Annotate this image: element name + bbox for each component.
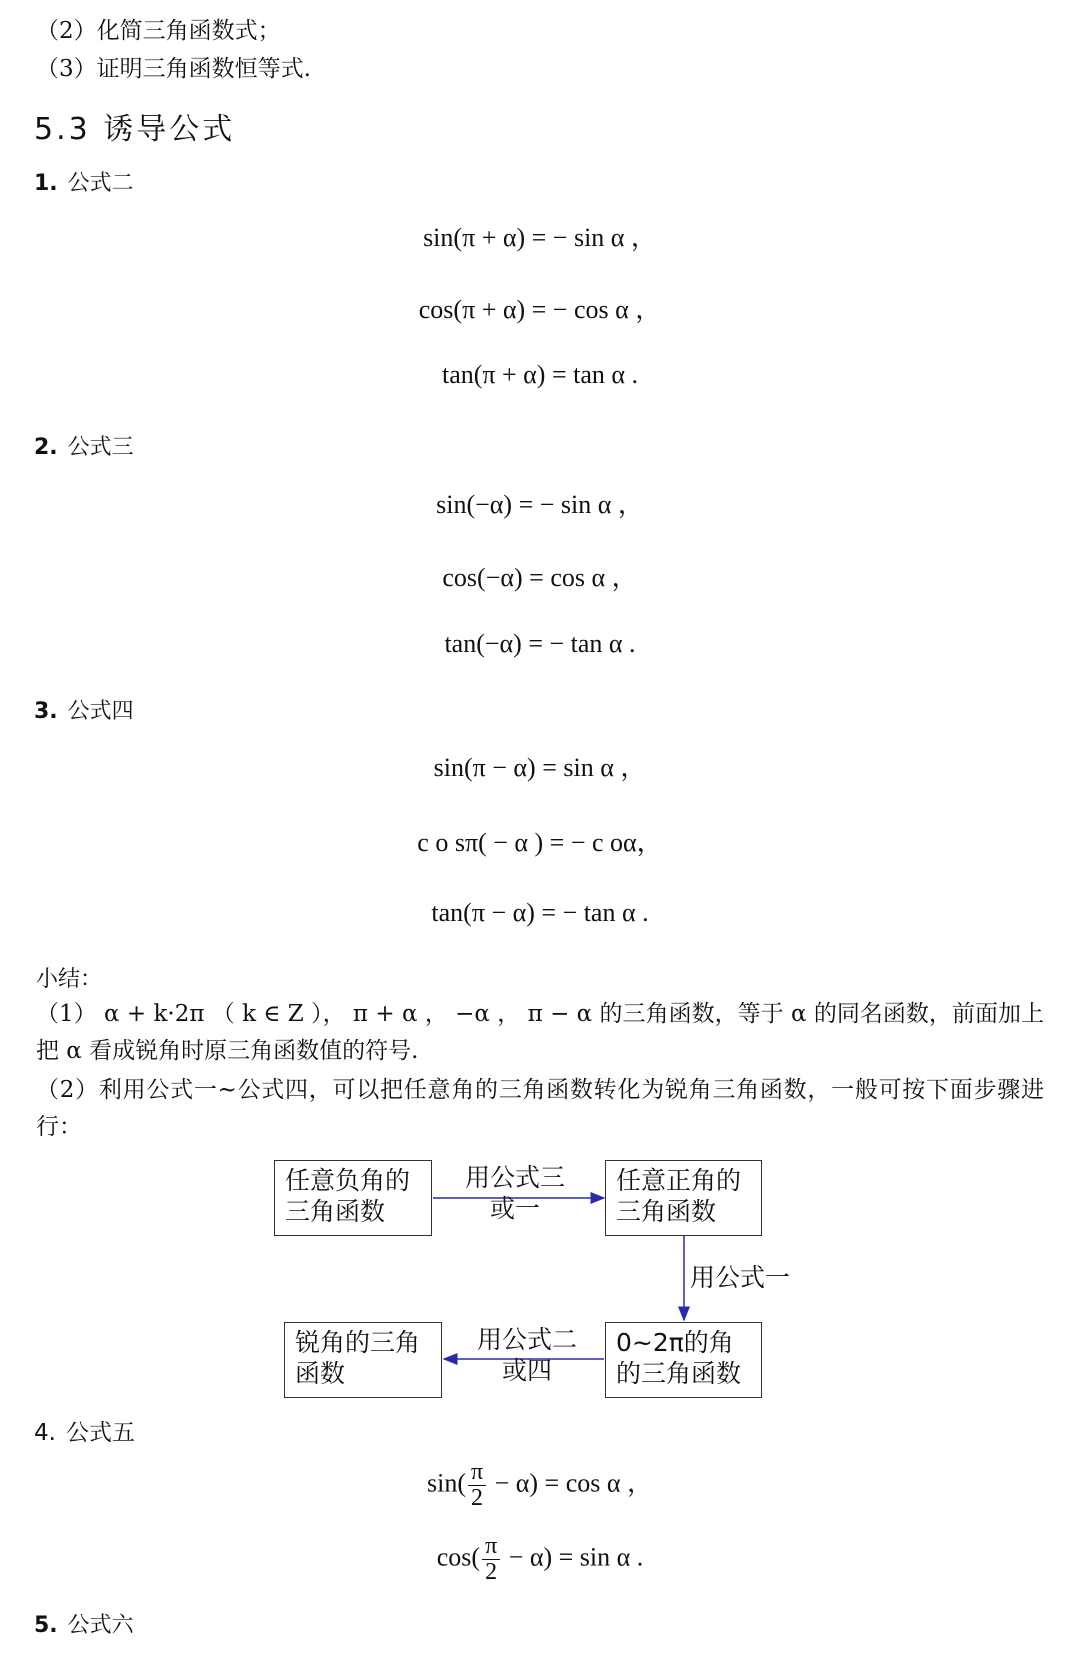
formula-function: sin( [426,1468,466,1498]
subheading-number: 4. [34,1420,56,1446]
subheading-title: 公式六 [67,1613,134,1638]
flow-label-top: 用公式三或一 [464,1163,565,1223]
formula-line: cos(π + α) = − cos α ， [418,295,662,324]
flow-label-bottom: 用公式二或四 [476,1325,577,1385]
fraction [482,1534,500,1585]
flow-label-right: 用公式一 [690,1263,791,1292]
fraction-denominator: 2 [485,1559,498,1586]
summary-paragraph-2: （2）利用公式一~公式四，可以把任意角的三角函数转化为锐角三角函数，一般可按下面步骤进行： [36,1077,1044,1140]
fraction-numerator: π [482,1534,500,1560]
formula-line: cos(−α) = cos α ， [442,563,638,592]
formula-line: sin(π − α) = sin α ， [433,753,647,782]
fraction [468,1460,486,1511]
formula-line-5b [0,1534,1080,1585]
subheading-number: 1. [34,171,58,196]
summary-title: 小结： [36,967,103,992]
formula-line: c o sπ( − α ) = − c oα， [417,828,663,857]
formula-rest: − α) = sin α . [502,1542,644,1572]
flow-box-positive-angle: 任意正角的三角函数 [605,1160,762,1236]
subheading-number: 2. [34,435,58,460]
subheading-number: 3. [34,699,58,724]
subheading-title: 公式五 [65,1420,135,1446]
formula-line: tan(π + α) = tan α . [441,360,639,389]
formula-line-5a [0,1460,1080,1511]
subheading-number: 5. [34,1613,58,1638]
formula-rest: − α) = cos α ， [488,1468,653,1498]
formula-line: tan(−α) = − tan α . [444,629,636,658]
fraction-denominator: 2 [471,1485,484,1512]
fraction-numerator: π [468,1460,486,1486]
subheading-formula-5 [34,1414,135,1447]
subheading-title: 公式四 [67,699,134,724]
summary-paragraph-1: （1） α + k·2π （ k ∈ Z ）， π + α ， −α ， π − α 的三角函数，等于 α 的同名函数，前面加上把 α 看成锐角时原三角函数值的符号. [36,1001,1044,1064]
section-title: 5.3 诱导公式 [34,112,236,147]
formula-function: cos( [436,1542,481,1572]
formula-line: sin(π + α) = − sin α ， [423,223,657,252]
flow-box-zero-to-2pi: 0~2π的角的三角函数 [605,1322,762,1398]
flow-box-negative-angle: 任意负角的三角函数 [274,1160,432,1236]
intro-item-3: （3）证明三角函数恒等式. [36,56,311,82]
flow-box-acute-angle: 锐角的三角函数 [284,1322,442,1398]
formula-line: sin(−α) = − sin α ， [436,490,644,519]
formula-line: tan(π − α) = − tan α . [431,898,649,927]
intro-item-2: （2）化简三角函数式； [36,18,281,44]
subheading-formula-6 [34,1608,134,1639]
subheading-title: 公式三 [67,435,134,460]
subheading-title: 公式二 [67,171,134,196]
